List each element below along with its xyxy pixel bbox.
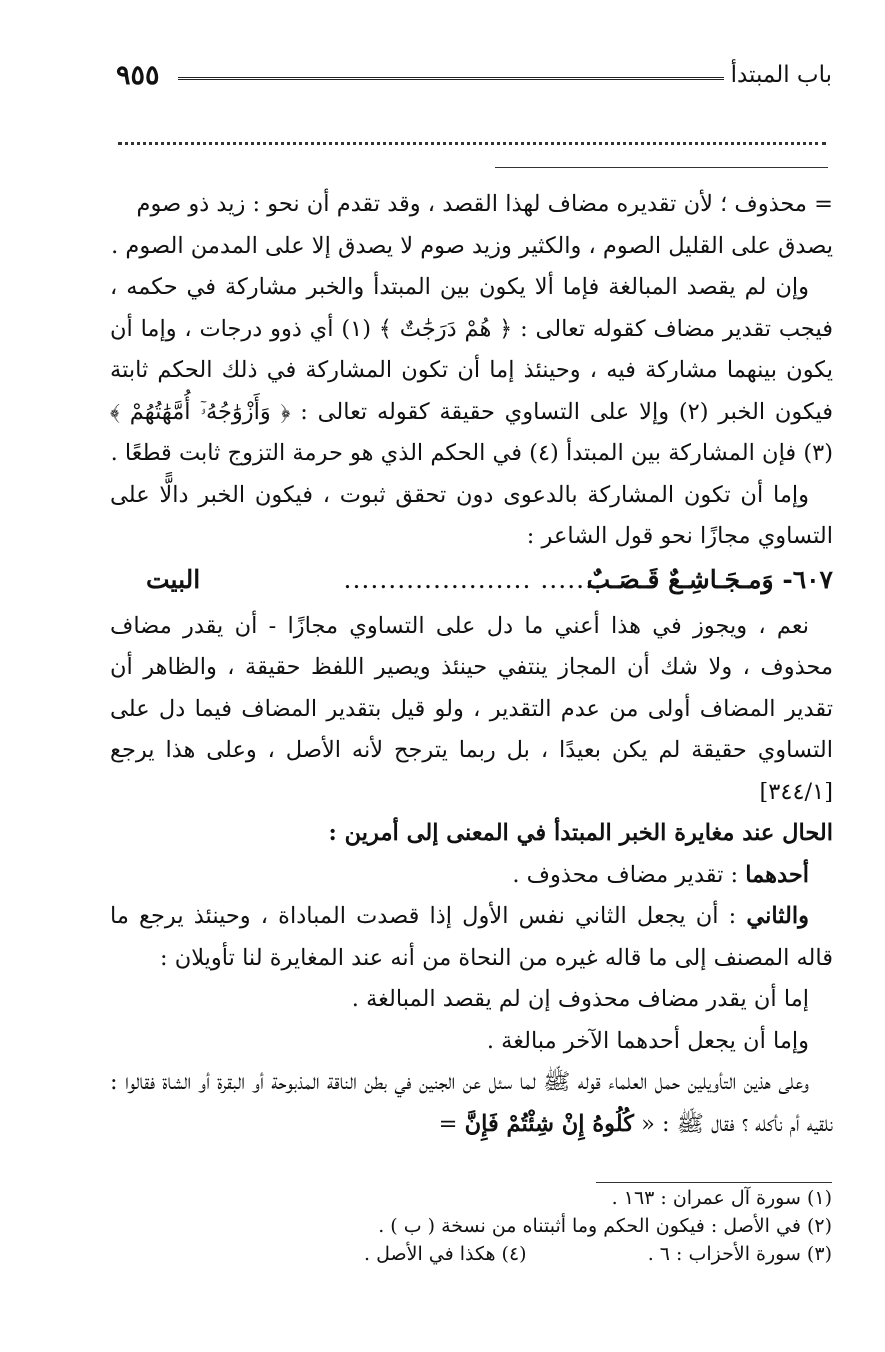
verse-dots: ....... ..................... (343, 564, 603, 594)
verse-end: البيت (146, 564, 201, 594)
continuation-mark: = (438, 1110, 458, 1137)
second-label: والثاني (746, 903, 810, 929)
interpretation-1: إما أن يقدر مضاف محذوف إن لم يقصد المبالغة . (351, 986, 809, 1012)
footnote-4: (٤) هكذا في الأصل . (364, 1243, 527, 1265)
footnotes (130, 1184, 832, 1268)
footnote-3: (٣) سورة الأحزاب : ٦ . (647, 1243, 832, 1265)
paragraph-2: وإن لم يقصد المبالغة فإما ألا يكون بين المبتدأ والخبر مشاركة في حكمه ، فيجب تقدير مضاف كقوله تعالى : ﴿ هُمْ دَرَجَٰتٌ ﴾ (١) أي ذوو درجات ، وإما أن يكون بينهما مشاركة فيه ، وحينئذ إما أن تكون المشاركة في ذلك الحكم ثابتة فيكون الخبر (٢) وإلا على التساوي حقيقة كقوله تعالى : ﴿ وَأَزْوَٰجُهُۥٓ أُمَّهَٰتُهُمْ ﴾ (٣) فإن المشاركة بين المبتدأ (٤) في الحكم الذي هو حرمة التزوج ثابت قطعًا . (110, 274, 833, 466)
footnote-row-3 (130, 1240, 832, 1268)
footnote-2: (٢) في الأصل : فيكون الحكم وما أثبتناه من نسخة ( ب ) . (378, 1215, 832, 1237)
section-heading: الحال عند مغايرة الخبر المبتدأ في المعنى إلى أمرين : (328, 820, 833, 846)
page-number: ٩٥٥ (116, 60, 160, 91)
hadith-quote: كُلُوهُ إِنْ شِئْتُمْ فَإِنَّ (464, 1110, 634, 1137)
footnote-1: (١) سورة آل عمران : ١٦٣ . (611, 1187, 832, 1209)
interpretation-2: وإما أن يجعل أحدهما الآخر مبالغة . (486, 1027, 809, 1054)
paragraph-1-start: = محذوف ؛ لأن تقديره مضاف لهذا القصد ، وقد تقدم أن نحو : زيد ذو صوم (136, 191, 833, 217)
dotted-separator (118, 142, 826, 145)
paragraph-1-end: يصدق على القليل الصوم ، والكثير وزيد صوم لا يصدق إلا على المدمن الصوم . (111, 232, 833, 259)
paragraph-5: وعلى هذين التأويلين حمل العلماء قوله ﷺ لما سئل عن الجنين في بطن الناقة المذبوحة أو البقرة أو الشاة فقالوا : نلقيه أم نأكله ؟ فقال ﷺ : « كُلُوهُ إِنْ شِئْتُمْ فَإِنَّ = (110, 1069, 833, 1137)
volume-page-marker: [٣٤٤/١] (759, 778, 833, 805)
first-label: أحدهما (745, 861, 809, 888)
first-option: أحدهما : تقدير مضاف محذوف . (512, 861, 809, 888)
short-rule (495, 167, 828, 168)
chapter-title: باب المبتدأ (730, 62, 832, 88)
running-header (108, 60, 832, 96)
header-rule (178, 77, 724, 82)
paragraph-3: وإما أن تكون المشاركة بالدعوى دون تحقق ثبوت ، فيكون الخبر دالًّا على التساوي مجازًا نحو قول الشاعر : (110, 481, 833, 549)
paragraph-4: نعم ، ويجوز في هذا أعني ما دل على التساوي مجازًا - أن يقدر مضاف محذوف ، ولا شك أن المجاز ينتفي حينئذ ويصير اللفظ حقيقة ، والظاهر أن تقدير المضاف أولى من عدم التقدير ، ولو قيل بتقدير المضاف فيما دل على التساوي حقيقة لم يكن بعيدًا ، بل ربما يترجح لأنه الأصل ، وعلى هذا يرجع [٣٤٤/١] (110, 612, 833, 805)
second-option: والثاني : أن يجعل الثاني نفس الأول إذا قصدت المباداة ، وحينئذ يرجع ما قاله المصنف إلى ما قاله غيره من النحاة من أنه عند المغايرة لنا تأويلان : (110, 903, 833, 971)
main-text (110, 184, 833, 1145)
verse-line (110, 558, 833, 606)
verse-number: ٦٠٧- (782, 564, 833, 594)
footnote-rule (596, 1182, 832, 1183)
verse-text: وَمـجَـاشِـعٌ قَـصَـبٌ (586, 564, 774, 594)
